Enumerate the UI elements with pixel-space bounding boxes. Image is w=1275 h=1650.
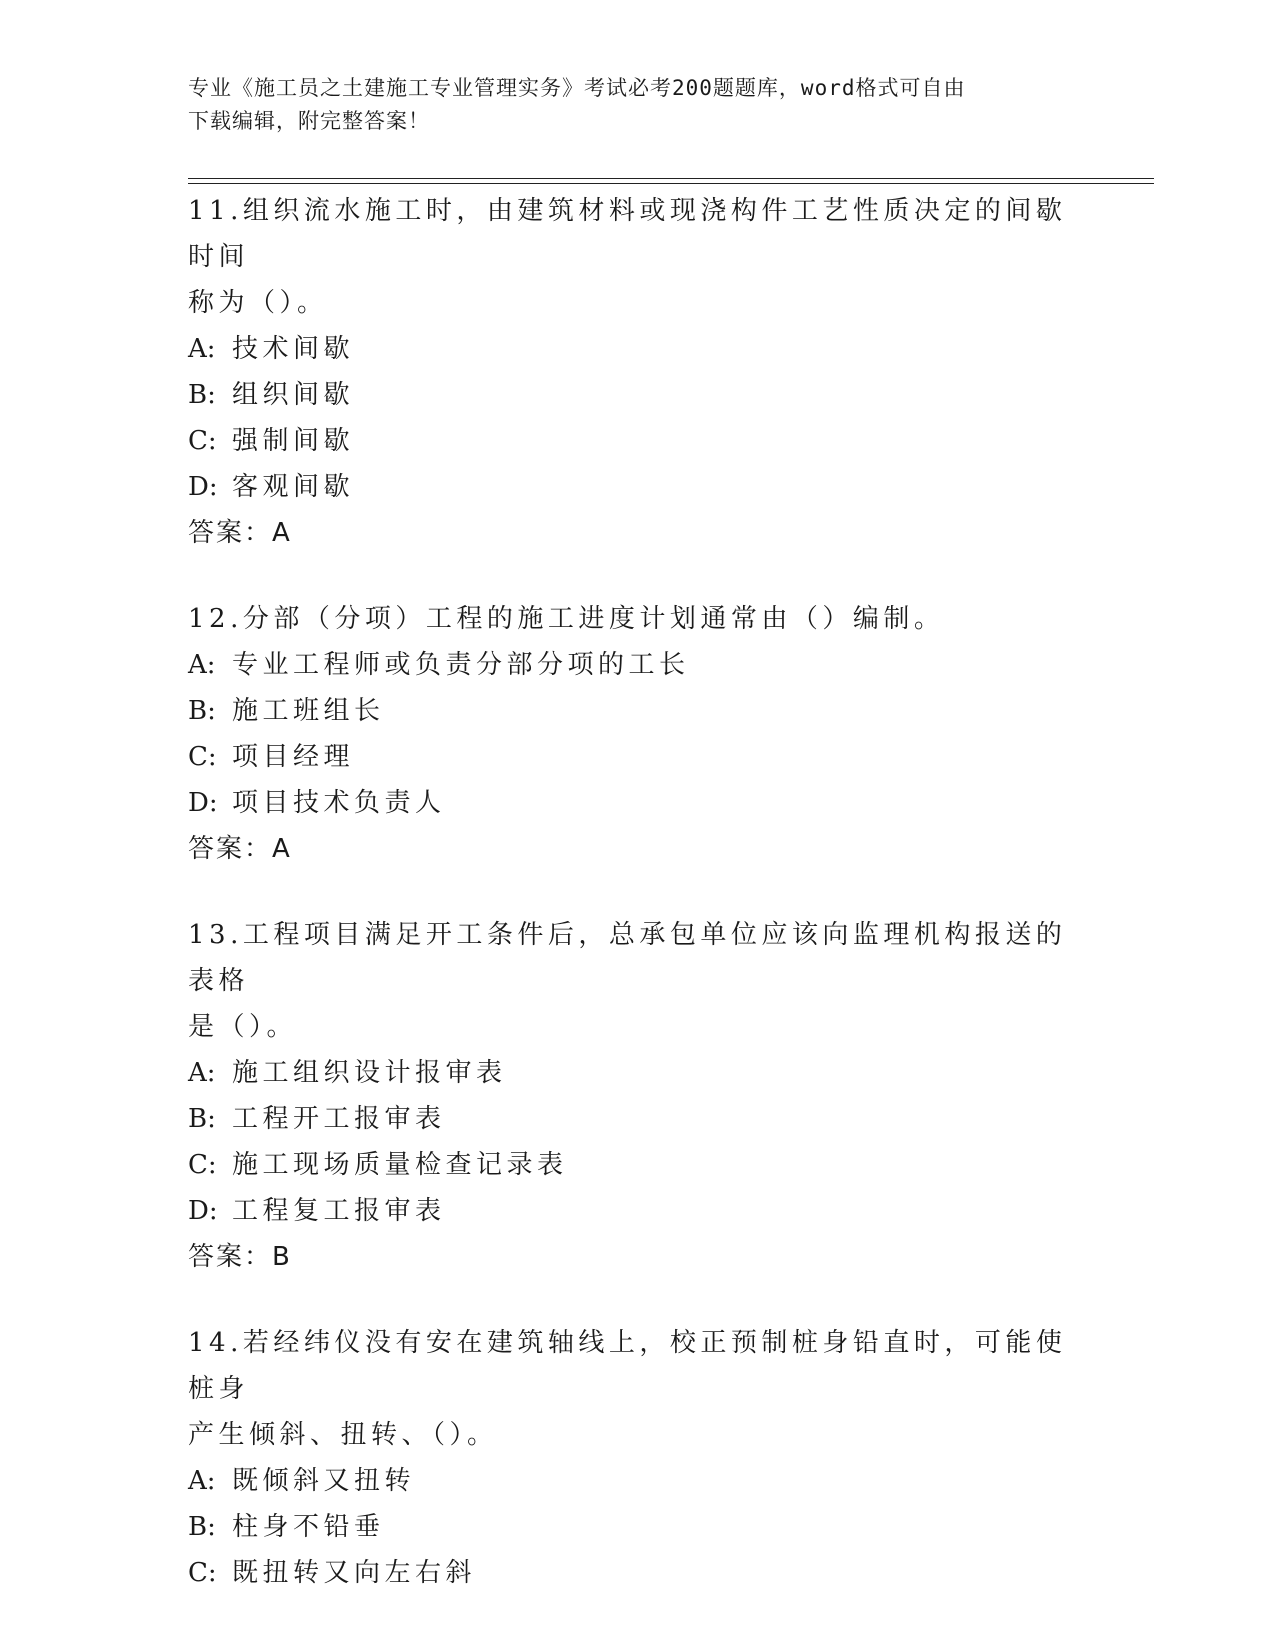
- option-letter: D:: [188, 1196, 218, 1226]
- option-text: 工程开工报审表: [232, 1104, 446, 1134]
- option-b: [188, 688, 1088, 734]
- option-d: [188, 780, 1088, 826]
- option-letter: A:: [188, 1466, 216, 1496]
- option-letter: C:: [188, 1150, 217, 1180]
- question-stem: 11.组织流水施工时，由建筑材料或现浇构件工艺性质决定的间歇时间: [188, 196, 1067, 272]
- document-header: [188, 72, 1068, 138]
- option-letter: B:: [188, 1104, 216, 1134]
- option-text: 项目技术负责人: [232, 788, 446, 818]
- question-stem: 13.工程项目满足开工条件后，总承包单位应该向监理机构报送的表格: [188, 920, 1067, 996]
- question-stem: 是（）。: [188, 1012, 298, 1042]
- question-12: [188, 596, 1088, 872]
- option-b: [188, 1504, 1088, 1550]
- option-letter: B:: [188, 1512, 216, 1542]
- question-list: [188, 188, 1088, 1636]
- option-letter: C:: [188, 1558, 217, 1588]
- option-letter: A:: [188, 1058, 216, 1088]
- option-text: 组织间歇: [232, 380, 355, 410]
- header-line-1: 专业《施工员之土建施工专业管理实务》考试必考200题题库，word格式可自由: [188, 76, 966, 100]
- option-text: 工程复工报审表: [232, 1196, 446, 1226]
- option-text: 施工组织设计报审表: [232, 1058, 507, 1088]
- header-line-2: 下载编辑，附完整答案！: [188, 109, 430, 133]
- question-stem: 12.分部（分项）工程的施工进度计划通常由（）编制。: [188, 604, 945, 634]
- option-a: [188, 1458, 1088, 1504]
- option-letter: B:: [188, 380, 216, 410]
- header-divider-top: [188, 178, 1154, 179]
- question-13: [188, 912, 1088, 1280]
- option-letter: C:: [188, 426, 217, 456]
- question-stem: 14.若经纬仪没有安在建筑轴线上，校正预制桩身铅直时，可能使桩身: [188, 1328, 1067, 1404]
- option-letter: C:: [188, 742, 217, 772]
- option-letter: B:: [188, 696, 216, 726]
- option-b: [188, 372, 1088, 418]
- question-stem: 称为（）。: [188, 288, 328, 318]
- option-c: [188, 418, 1088, 464]
- option-text: 施工现场质量检查记录表: [232, 1150, 568, 1180]
- question-11: [188, 188, 1088, 556]
- option-d: [188, 464, 1088, 510]
- option-text: 柱身不铅垂: [232, 1512, 385, 1542]
- option-letter: D:: [188, 788, 218, 818]
- option-a: [188, 326, 1088, 372]
- answer-line: 答案：B: [188, 1242, 292, 1272]
- option-c: [188, 1550, 1088, 1596]
- option-text: 强制间歇: [232, 426, 355, 456]
- question-14: [188, 1320, 1088, 1596]
- answer-line: 答案：A: [188, 834, 292, 864]
- option-text: 技术间歇: [232, 334, 355, 364]
- option-letter: D:: [188, 472, 218, 502]
- question-stem: 产生倾斜、扭转、（）。: [188, 1420, 498, 1450]
- option-c: [188, 734, 1088, 780]
- option-text: 专业工程师或负责分部分项的工长: [232, 650, 690, 680]
- option-a: [188, 642, 1088, 688]
- option-b: [188, 1096, 1088, 1142]
- option-text: 既倾斜又扭转: [232, 1466, 416, 1496]
- option-c: [188, 1142, 1088, 1188]
- option-text: 项目经理: [232, 742, 355, 772]
- header-divider-bottom: [188, 183, 1154, 184]
- option-letter: A:: [188, 650, 216, 680]
- option-d: [188, 1188, 1088, 1234]
- option-letter: A:: [188, 334, 216, 364]
- option-a: [188, 1050, 1088, 1096]
- option-text: 客观间歇: [232, 472, 355, 502]
- option-text: 既扭转又向左右斜: [232, 1558, 477, 1588]
- answer-line: 答案：A: [188, 518, 292, 548]
- option-text: 施工班组长: [232, 696, 385, 726]
